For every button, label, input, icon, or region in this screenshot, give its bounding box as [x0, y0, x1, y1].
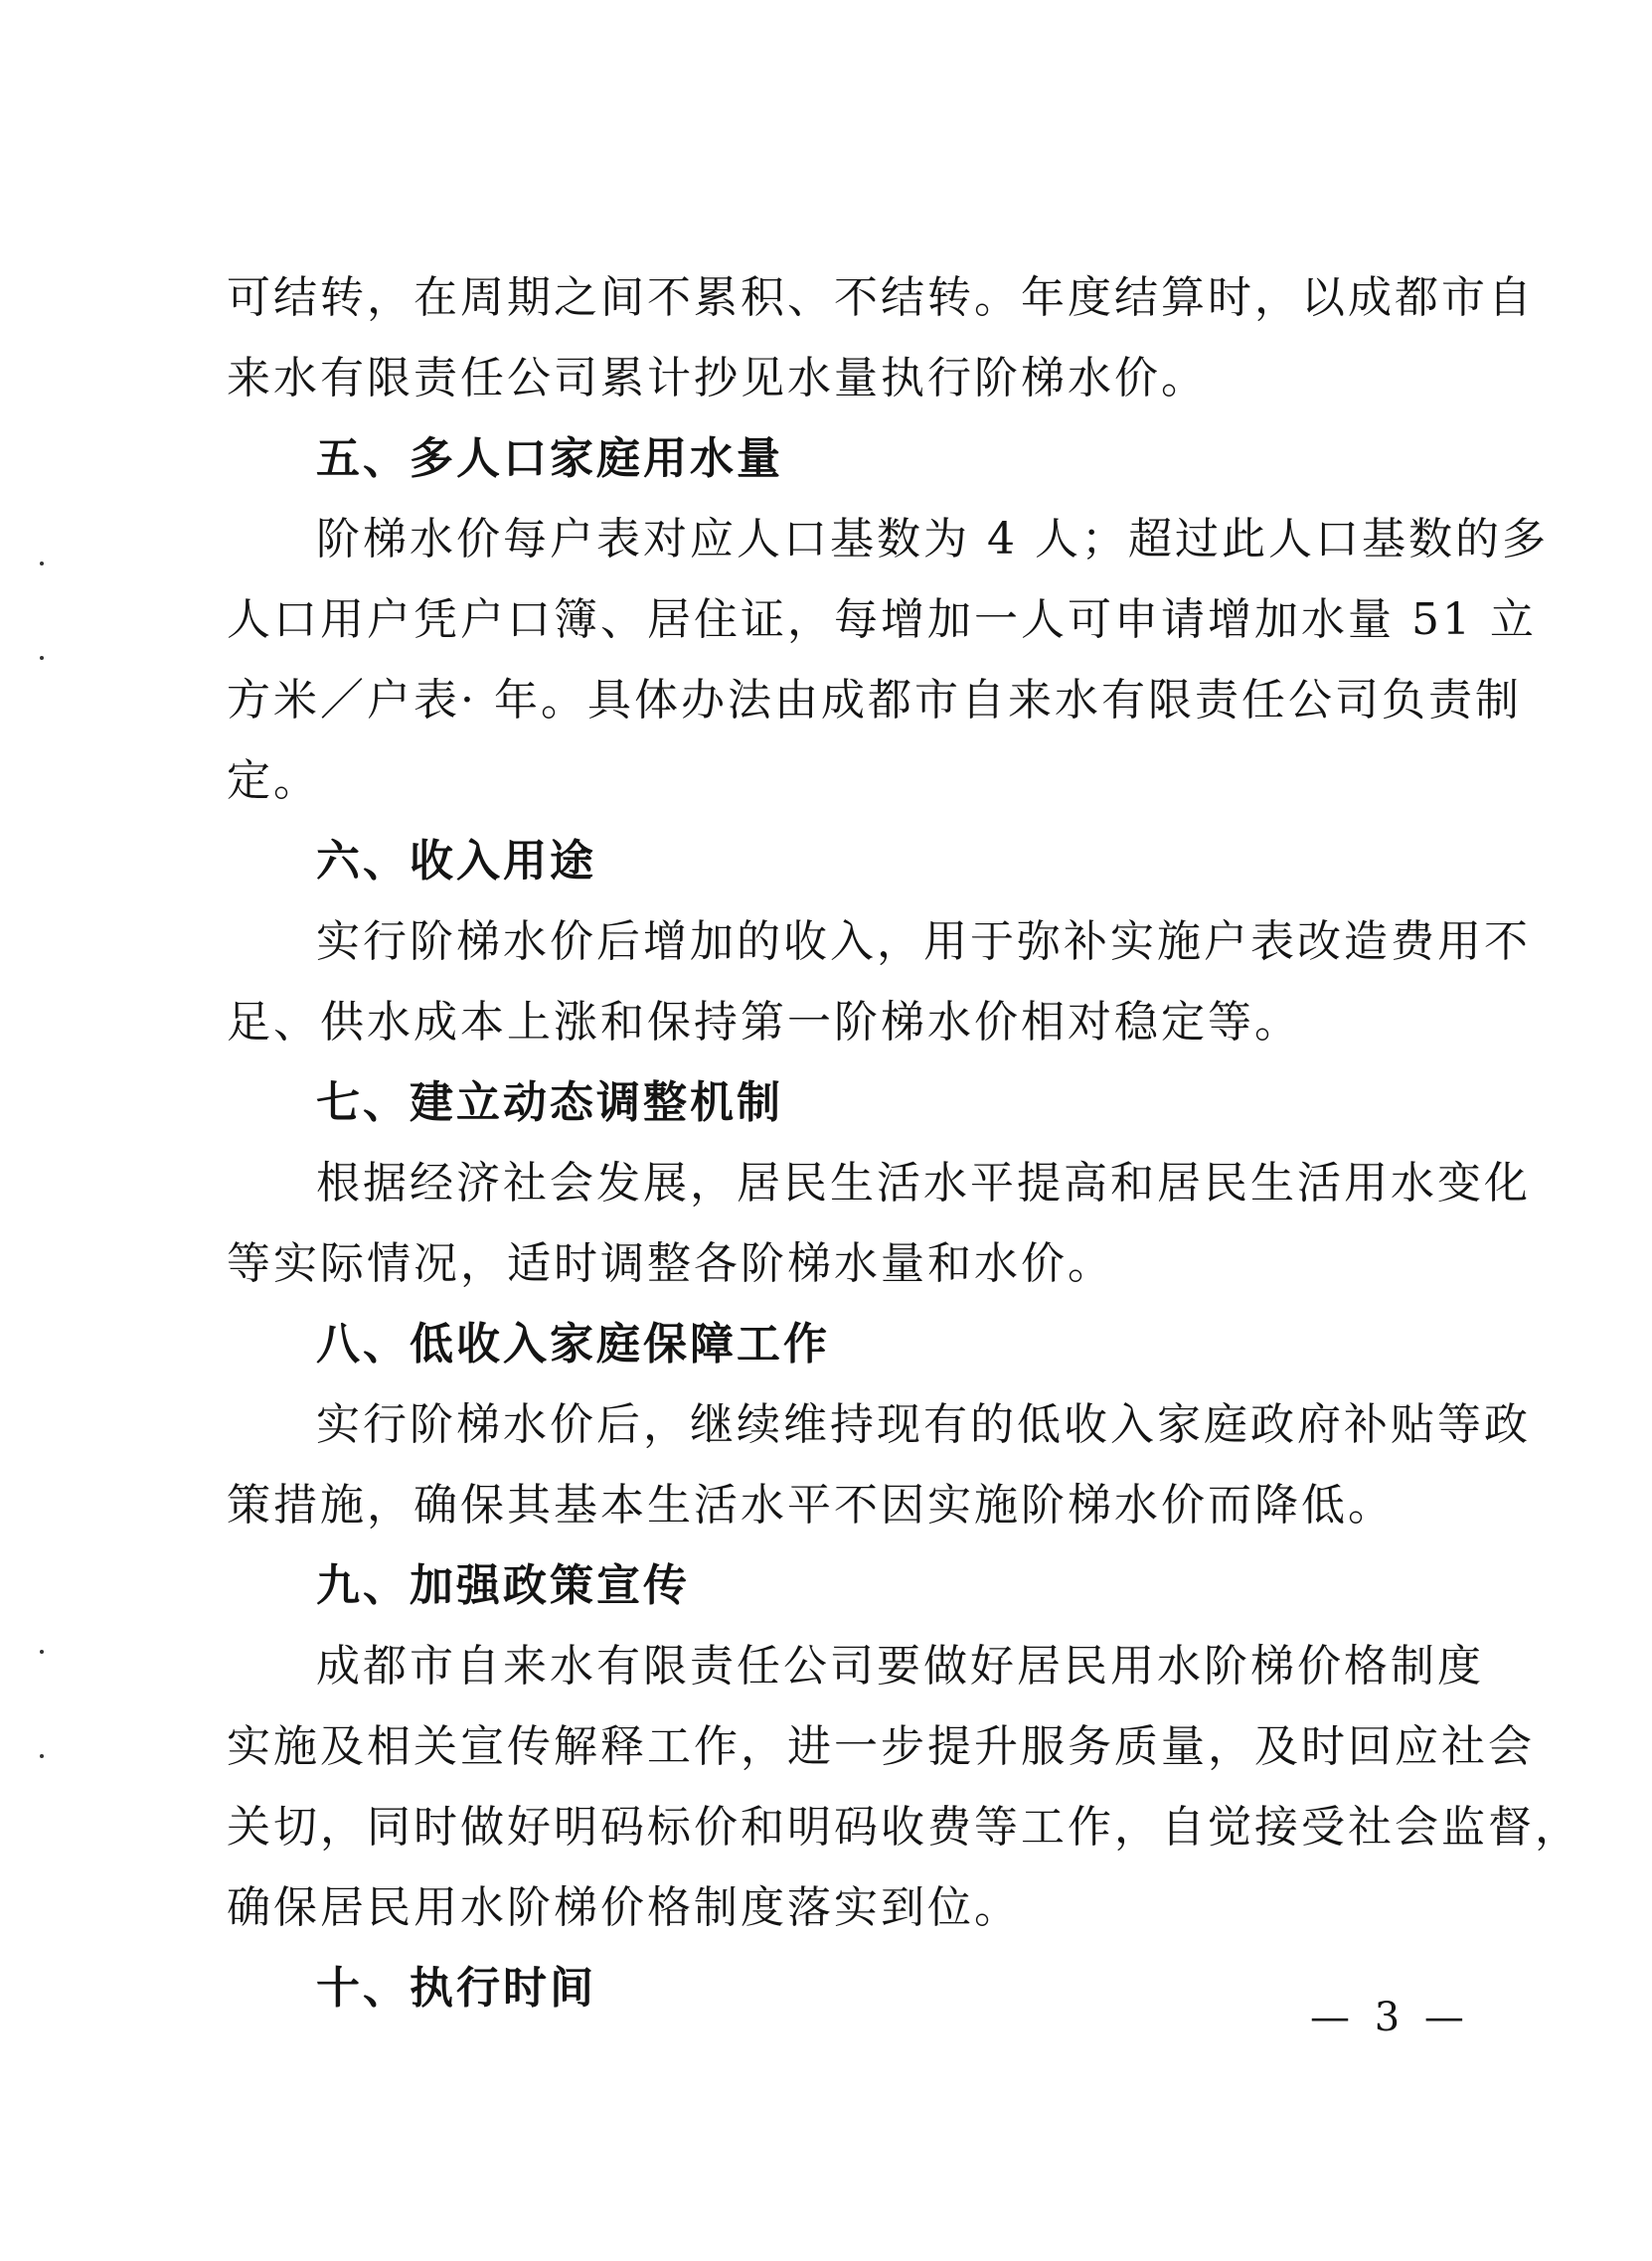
page-number: — 3 — [1310, 1995, 1470, 2040]
paragraph-line: 实行阶梯水价后，继续维持现有的低收入家庭政府补贴等政 [316, 1399, 1531, 1450]
section-heading-6: 六、收入用途 [316, 836, 596, 887]
paragraph-line: 人口用户凭户口簿、居住证，每增加一人可申请增加水量 51 立 [227, 594, 1537, 645]
section-heading-10: 十、执行时间 [316, 1963, 596, 2014]
paragraph-line: 可结转，在周期之间不累积、不结转。年度结算时，以成都市自 [227, 272, 1535, 323]
paragraph-line: 定。 [227, 755, 320, 806]
section-heading-5: 五、多人口家庭用水量 [316, 433, 783, 484]
paragraph-line: 成都市自来水有限责任公司要做好居民用水阶梯价格制度 [316, 1641, 1484, 1692]
paragraph-line: 足、供水成本上涨和保持第一阶梯水价相对稳定等。 [227, 997, 1301, 1048]
paragraph-line: 实行阶梯水价后增加的收入，用于弥补实施户表改造费用不 [316, 916, 1531, 967]
paragraph-line: 确保居民用水阶梯价格制度落实到位。 [227, 1882, 1021, 1933]
scan-mark [40, 562, 44, 565]
paragraph-line: 策措施，确保其基本生活水平不因实施阶梯水价而降低。 [227, 1480, 1395, 1531]
paragraph-line: 阶梯水价每户表对应人口基数为 4 人；超过此人口基数的多 [316, 514, 1549, 565]
paragraph-line: 根据经济社会发展，居民生活水平提高和居民生活用水变化 [316, 1158, 1531, 1209]
paragraph-line: 实施及相关宣传解释工作，进一步提升服务质量，及时回应社会 [227, 1721, 1535, 1772]
paragraph-line: 等实际情况，适时调整各阶梯水量和水价。 [227, 1238, 1114, 1289]
scan-mark [40, 1754, 44, 1758]
paragraph-line: 来水有限责任公司累计抄见水量执行阶梯水价。 [227, 353, 1208, 404]
scan-mark [40, 656, 44, 660]
paragraph-line: 方米／户表· 年。具体办法由成都市自来水有限责任公司负责制 [227, 675, 1522, 726]
section-heading-7: 七、建立动态调整机制 [316, 1077, 783, 1128]
section-heading-9: 九、加强政策宣传 [316, 1560, 690, 1611]
scan-mark [40, 1650, 44, 1654]
section-heading-8: 八、低收入家庭保障工作 [316, 1319, 830, 1370]
paragraph-line: 关切，同时做好明码标价和明码收费等工作，自觉接受社会监督， [227, 1802, 1581, 1853]
